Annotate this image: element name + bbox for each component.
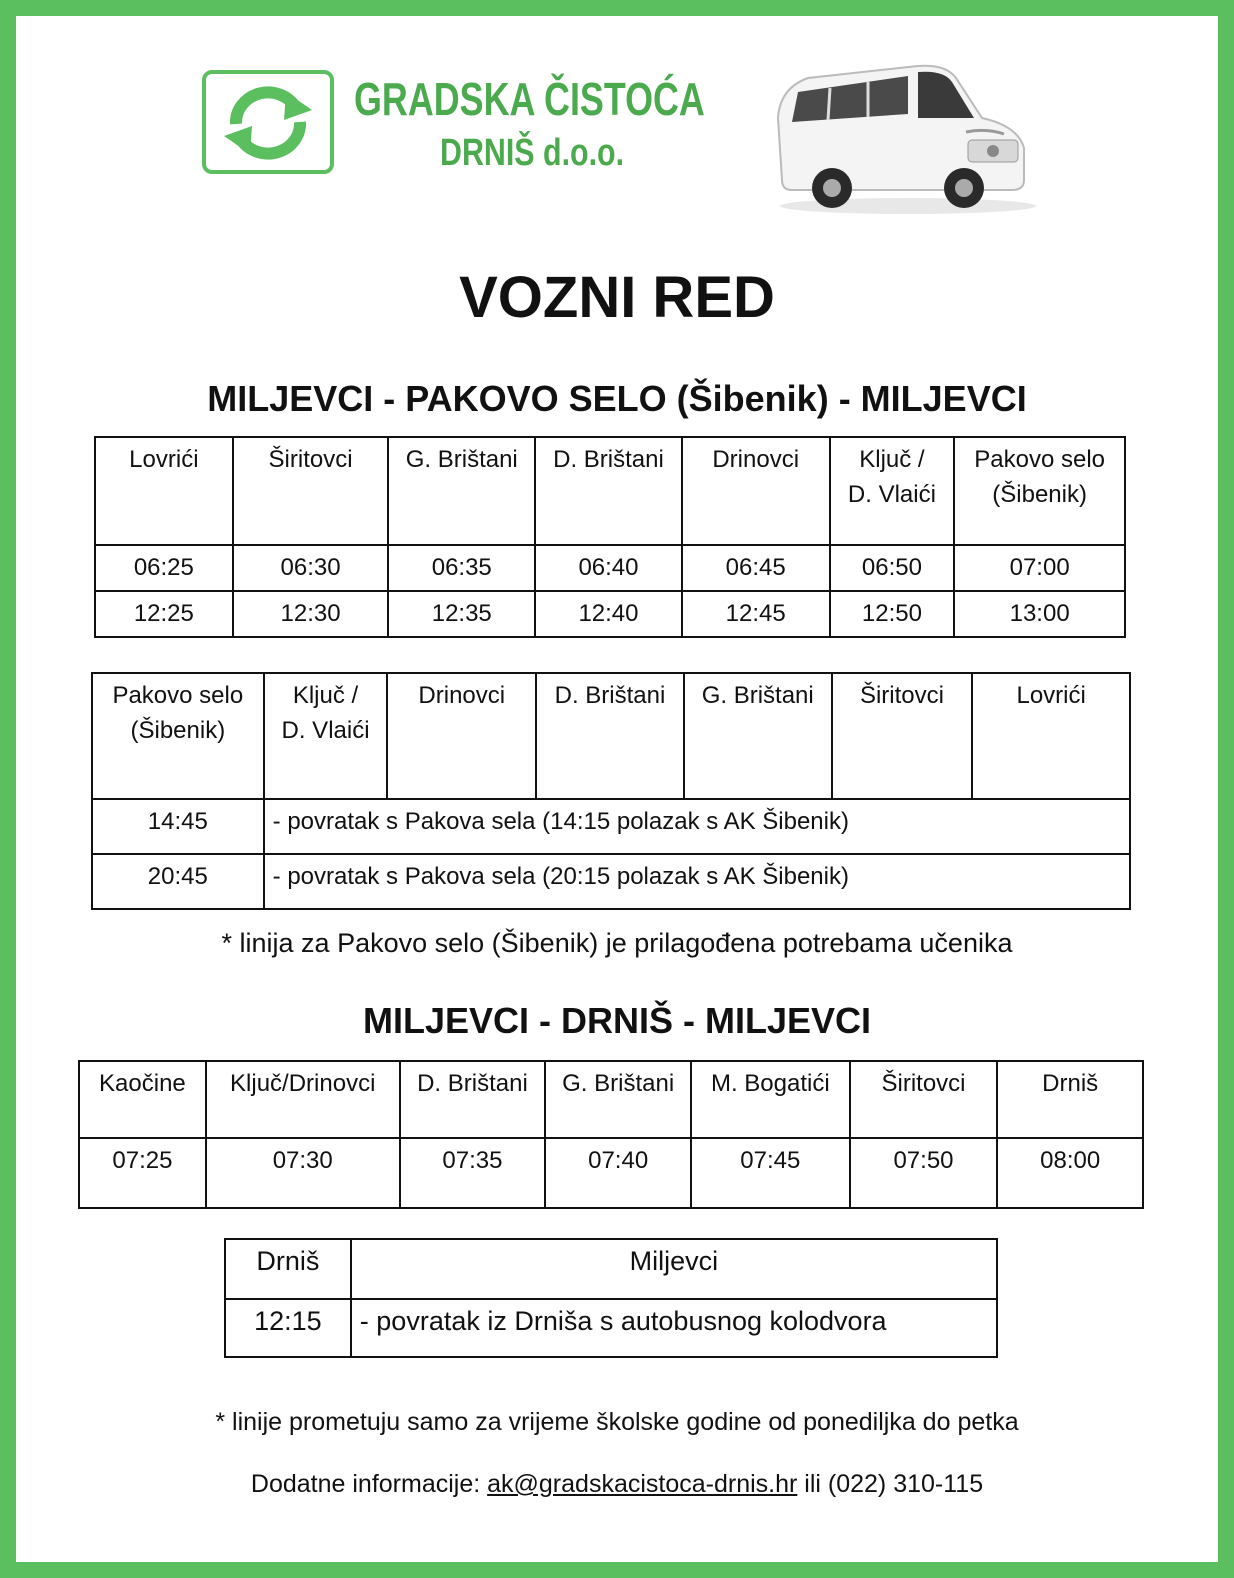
trip-description: - povratak s Pakova sela (14:15 polazak s AK Šibenik) [264, 799, 1130, 854]
stop-header: Širitovci [233, 437, 389, 545]
stop-header: Drniš [997, 1061, 1143, 1138]
stop-header: Drinovci [387, 673, 536, 799]
time-cell: 08:00 [997, 1138, 1143, 1208]
stop-header: Ključ/Drinovci [206, 1061, 400, 1138]
time-cell: 06:50 [830, 545, 955, 591]
stop-header: Kaočine [79, 1061, 206, 1138]
time-cell: 12:15 [225, 1299, 351, 1357]
time-cell: 07:45 [691, 1138, 850, 1208]
stop-header: G. Brištani [388, 437, 535, 545]
time-cell: 06:30 [233, 545, 389, 591]
trip-description: - povratak s Pakova sela (20:15 polazak s AK Šibenik) [264, 854, 1130, 909]
stop-header: Pakovo selo (Šibenik) [92, 673, 264, 799]
table-row [79, 1138, 1143, 1208]
page-title: VOZNI RED [459, 265, 775, 330]
route2-outbound-table [78, 1060, 1144, 1209]
route1-heading: MILJEVCI - PAKOVO SELO (Šibenik) - MILJEVCI [207, 378, 1027, 419]
minibus-image [768, 48, 1038, 218]
brand-name: GRADSKA ČISTOĆA [354, 73, 705, 125]
email-link[interactable]: ak@gradskacistoca-drnis.hr [487, 1470, 798, 1498]
stop-header: Lovrići [972, 673, 1130, 799]
table-row [225, 1299, 997, 1357]
time-cell: 07:50 [850, 1138, 998, 1208]
contact-phone: ili (022) 310-115 [797, 1470, 984, 1498]
time-cell: 14:45 [92, 799, 264, 854]
stop-header: Ključ / D. Vlaići [830, 437, 955, 545]
stop-header: D. Brištani [535, 437, 682, 545]
stop-header: Miljevci [351, 1239, 997, 1299]
brand-location: DRNIŠ d.o.o. [440, 132, 625, 174]
table-row [92, 799, 1130, 854]
stop-header: G. Brištani [545, 1061, 691, 1138]
time-cell: 06:40 [535, 545, 682, 591]
time-cell: 12:25 [95, 591, 233, 637]
time-cell: 12:50 [830, 591, 955, 637]
time-cell: 06:25 [95, 545, 233, 591]
stop-header: M. Bogatići [691, 1061, 850, 1138]
route1-return-table [91, 672, 1131, 910]
route2-return-table [224, 1238, 998, 1358]
time-cell: 07:25 [79, 1138, 206, 1208]
stop-header: Širitovci [850, 1061, 998, 1138]
time-cell: 12:45 [682, 591, 830, 637]
stop-header: Ključ / D. Vlaići [264, 673, 388, 799]
time-cell: 06:35 [388, 545, 535, 591]
route1-outbound-table [94, 436, 1126, 638]
stop-header: Pakovo selo (Šibenik) [954, 437, 1125, 545]
time-cell: 20:45 [92, 854, 264, 909]
time-cell: 07:40 [545, 1138, 691, 1208]
time-cell: 12:40 [535, 591, 682, 637]
time-cell: 07:00 [954, 545, 1125, 591]
table-row [92, 854, 1130, 909]
route2-heading: MILJEVCI - DRNIŠ - MILJEVCI [362, 1000, 872, 1041]
stop-header: Širitovci [832, 673, 973, 799]
table-row [95, 545, 1125, 591]
table-row [95, 591, 1125, 637]
stop-header: D. Brištani [536, 673, 684, 799]
time-cell: 12:30 [233, 591, 389, 637]
time-cell: 12:35 [388, 591, 535, 637]
stop-header: Lovrići [95, 437, 233, 545]
stop-header: Drniš [225, 1239, 351, 1299]
time-cell: 07:35 [400, 1138, 546, 1208]
footer-note: * linije prometuju samo za vrijeme školske godine od ponediljka do petka [215, 1408, 1019, 1436]
route1-note: * linija za Pakovo selo (Šibenik) je prilagođena potrebama učenika [221, 928, 1013, 958]
stop-header: G. Brištani [684, 673, 832, 799]
stop-header: Drinovci [682, 437, 830, 545]
time-cell: 06:45 [682, 545, 830, 591]
time-cell: 13:00 [954, 591, 1125, 637]
recycle-arrows-icon [214, 80, 322, 166]
stop-header: D. Brištani [400, 1061, 546, 1138]
time-cell: 07:30 [206, 1138, 400, 1208]
contact-info [16, 1470, 1218, 1499]
trip-description: - povratak iz Drniša s autobusnog kolodvora [351, 1299, 997, 1357]
company-logo [202, 70, 334, 174]
contact-prefix: Dodatne informacije: [250, 1470, 488, 1498]
